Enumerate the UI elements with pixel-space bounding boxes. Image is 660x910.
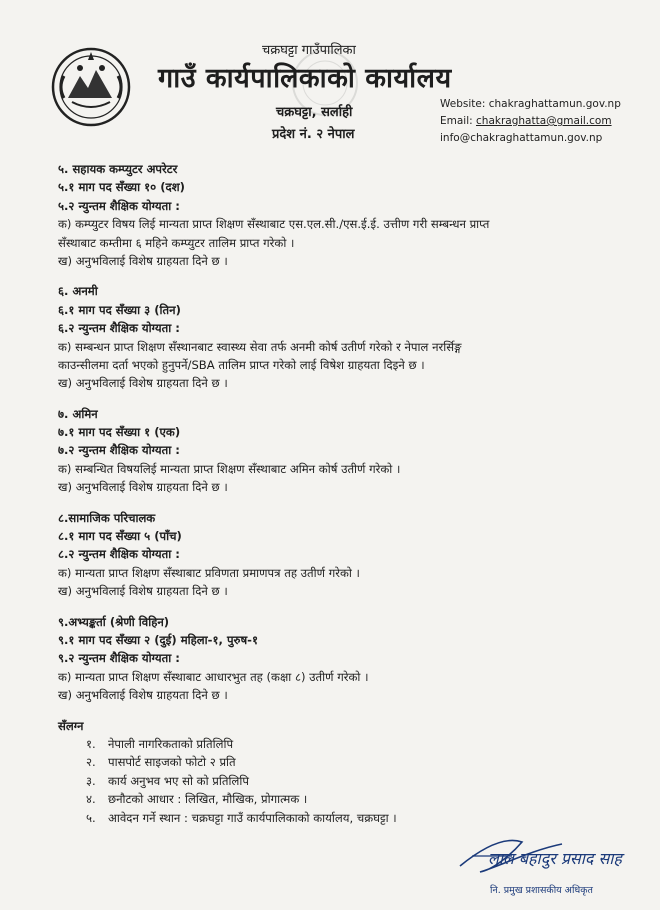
list-item [86,772,648,790]
qualification-line: क) कम्प्युटर विषय लिई मान्यता प्राप्त शिक्षण सँस्थाबाट एस.एल.सी./एस.ई.ई. उत्तीण गरी सम्बन्धन प्राप्त [58,217,490,232]
item-text: छनौटको आधार : लिखित, मौखिक, प्रोगात्मक । [108,792,308,807]
item-number: ४. [86,792,96,807]
section-social-mobilizer [58,509,648,601]
section-heading: ६. अनमी [58,284,98,299]
qualification-line: क) मान्यता प्राप्त शिक्षण सँस्थाबाट प्रविणता प्रमाणपत्र तह उतीर्ण गरेको । [58,565,360,580]
municipality-name: चक्रघट्टा गाउँपालिका [262,43,356,58]
website-text: Website: chakraghattamun.gov.np [440,98,621,110]
item-text: कार्य अनुभव भए सो को प्रतिलिपि [108,773,249,788]
qualification-line: ख) अनुभविलाई विशेष ग्राहयता दिने छ । [58,688,228,703]
attachments-section [58,717,648,827]
qualification-heading: ८.२ न्युन्तम शैक्षिक योग्यता : [58,547,180,562]
document-body [58,160,648,827]
section-heading: ७. अमिन [58,406,98,421]
post-count: ७.१ माग पद सँख्या १ (एक) [58,425,181,440]
list-item [86,753,648,771]
section-heading: ८.सामाजिक परिचालक [58,510,156,525]
item-text: आवेदन गर्ने स्थान : चक्रघट्टा गाउँ कार्यपालिकाको कार्यालय, चक्रघट्टा । [108,810,397,825]
attachments-heading: सँलग्न [58,718,84,733]
item-number: १. [86,736,96,751]
post-count: ९.१ माग पद सँख्या २ (दुई) महिला-१, पुरुष-१ [58,632,259,647]
list-item [86,790,648,808]
section-heading: ९.अभ्यङ्कर्ता (श्रेणी विहिन) [58,614,170,629]
email-line [440,113,621,130]
section-amin [58,405,648,497]
section-helper [58,613,648,705]
qualification-line: क) मान्यता प्राप्त शिक्षण सँस्थाबाट आधारभुत तह (कक्षा ८) उतीर्ण गरेको । [58,669,369,684]
qualification-line: ख) अनुभविलाई विशेष ग्राहयता दिने छ । [58,480,228,495]
list-item [86,809,648,827]
section-heading: ५. सहायक कम्प्युटर अपरेटर [58,162,178,176]
office-title: गाउँ कार्यपालिकाको कार्यालय [158,63,452,94]
item-text: पासपोर्ट साइजको फोटो २ प्रति [108,755,236,770]
address-line-2: प्रदेश नं. २ नेपाल [272,127,355,142]
signature-image [452,826,622,882]
qualification-line: क) सम्बन्धन प्राप्त शिक्षण सँस्थानबाट स्वास्थ्य सेवा तर्फ अनमी कोर्ष उतीर्ण गरेको र नेपाल नरर्सिङ्ग [58,339,462,354]
item-text: नेपाली नागरिकताको प्रतिलिपि [108,736,234,751]
qualification-heading: ५.२ न्युन्तम शैक्षिक योग्यता : [58,198,180,213]
item-number: ५. [86,810,96,825]
post-count: ८.१ माग पद सँख्या ५ (पाँच) [58,529,182,544]
qualification-line: काउन्सीलमा दर्ता भएको हुनुपर्ने/SBA तालिम प्राप्त गरेको लाई विषेश ग्राहयता दिइने छ । [58,357,425,372]
list-item [86,735,648,753]
signature-name: लाल बहादुर प्रसाद साह [488,849,622,868]
attachments-list [58,735,648,827]
qualification-heading: ७.२ न्युन्तम शैक्षिक योग्यता : [58,443,180,458]
qualification-line: क) सम्बन्धित विषयलिई मान्यता प्राप्त शिक्षण सँस्थाबाट अमिन कोर्ष उतीर्ण गरेको । [58,461,401,476]
post-count: ६.१ माग पद सँख्या ३ (तिन) [58,302,181,317]
address-line-1: चक्रघट्टा, सर्लाही [276,105,353,120]
contact-block [440,96,621,147]
info-email: info@chakraghattamun.gov.np [440,132,603,144]
item-number: २. [86,755,96,770]
qualification-line: ख) अनुभविलाई विशेष ग्राहयता दिने छ । [58,376,228,391]
signatory-title: नि. प्रमुख प्रशासकीय अधिकृत [490,885,593,896]
qualification-line: ख) अनुभविलाई विशेष ग्राहयता दिने छ । [58,253,228,268]
section-computer-operator [58,160,648,270]
item-number: ३. [86,773,96,788]
section-anmi [58,282,648,392]
qualification-line: ख) अनुभविलाई विशेष ग्राहयता दिने छ । [58,584,228,599]
email-link[interactable]: chakraghatta@gmail.com [476,115,612,127]
qualification-line: सँस्थाबाट कम्तीमा ६ महिने कम्प्युटर तालिम प्राप्त गरेको । [58,235,295,250]
qualification-heading: ६.२ न्युन्तम शैक्षिक योग्यता : [58,321,180,336]
post-count: ५.१ माग पद सँख्या १० (दश) [58,180,185,195]
nepal-emblem-icon [50,46,132,128]
qualification-heading: ९.२ न्युन्तम शैक्षिक योग्यता : [58,651,180,666]
email-label: Email: [440,115,477,127]
